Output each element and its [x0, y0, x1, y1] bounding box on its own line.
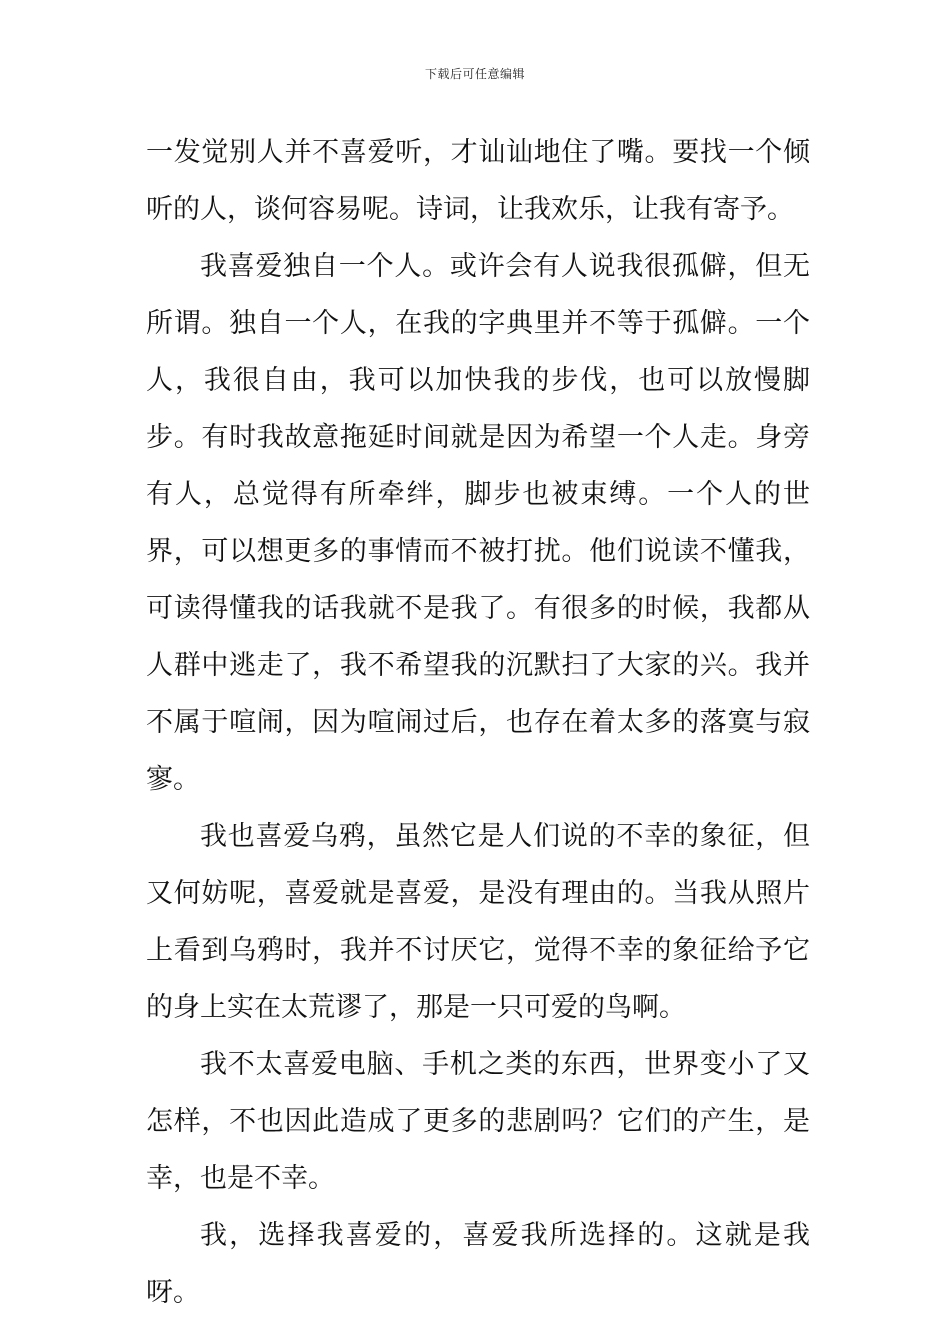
- paragraph-2: 我喜爱独自一个人。或许会有人说我很孤僻，但无所谓。独自一个人，在我的字典里并不等于孤僻。一个人，我很自由，我可以加快我的步伐，也可以放慢脚步。有时我故意拖延时间就是因为希望一个人走。身旁有人，总觉得有所牵绊，脚步也被束缚。一个人的世界，可以想更多的事情而不被打扰。他们说读不懂我，可读得懂我的话我就不是我了。有很多的时候，我都从人群中逃走了，我不希望我的沉默扫了大家的兴。我并不属于喧闹，因为喧闹过后，也存在着太多的落寞与寂寥。: [146, 251, 810, 795]
- paragraph-3: 我也喜爱乌鸦，虽然它是人们说的不幸的象征，但又何妨呢，喜爱就是喜爱，是没有理由的。当我从照片上看到乌鸦时，我并不讨厌它，觉得不幸的象征给予它的身上实在太荒谬了，那是一只可爱的鸟啊。: [146, 821, 810, 1023]
- paragraph-1: 一发觉别人并不喜爱听，才讪讪地住了嘴。要找一个倾听的人，谈何容易呢。诗词，让我欢乐，让我有寄予。: [146, 137, 810, 225]
- paragraph-5: 我，选择我喜爱的，喜爱我所选择的。这就是我呀。: [146, 1220, 810, 1308]
- paragraph-4: 我不太喜爱电脑、手机之类的东西，世界变小了又怎样，不也因此造成了更多的悲剧吗？它们的产生，是幸，也是不幸。: [146, 1049, 810, 1194]
- document-body: [146, 124, 810, 1321]
- page-header: 下载后可任意编辑: [424, 67, 525, 81]
